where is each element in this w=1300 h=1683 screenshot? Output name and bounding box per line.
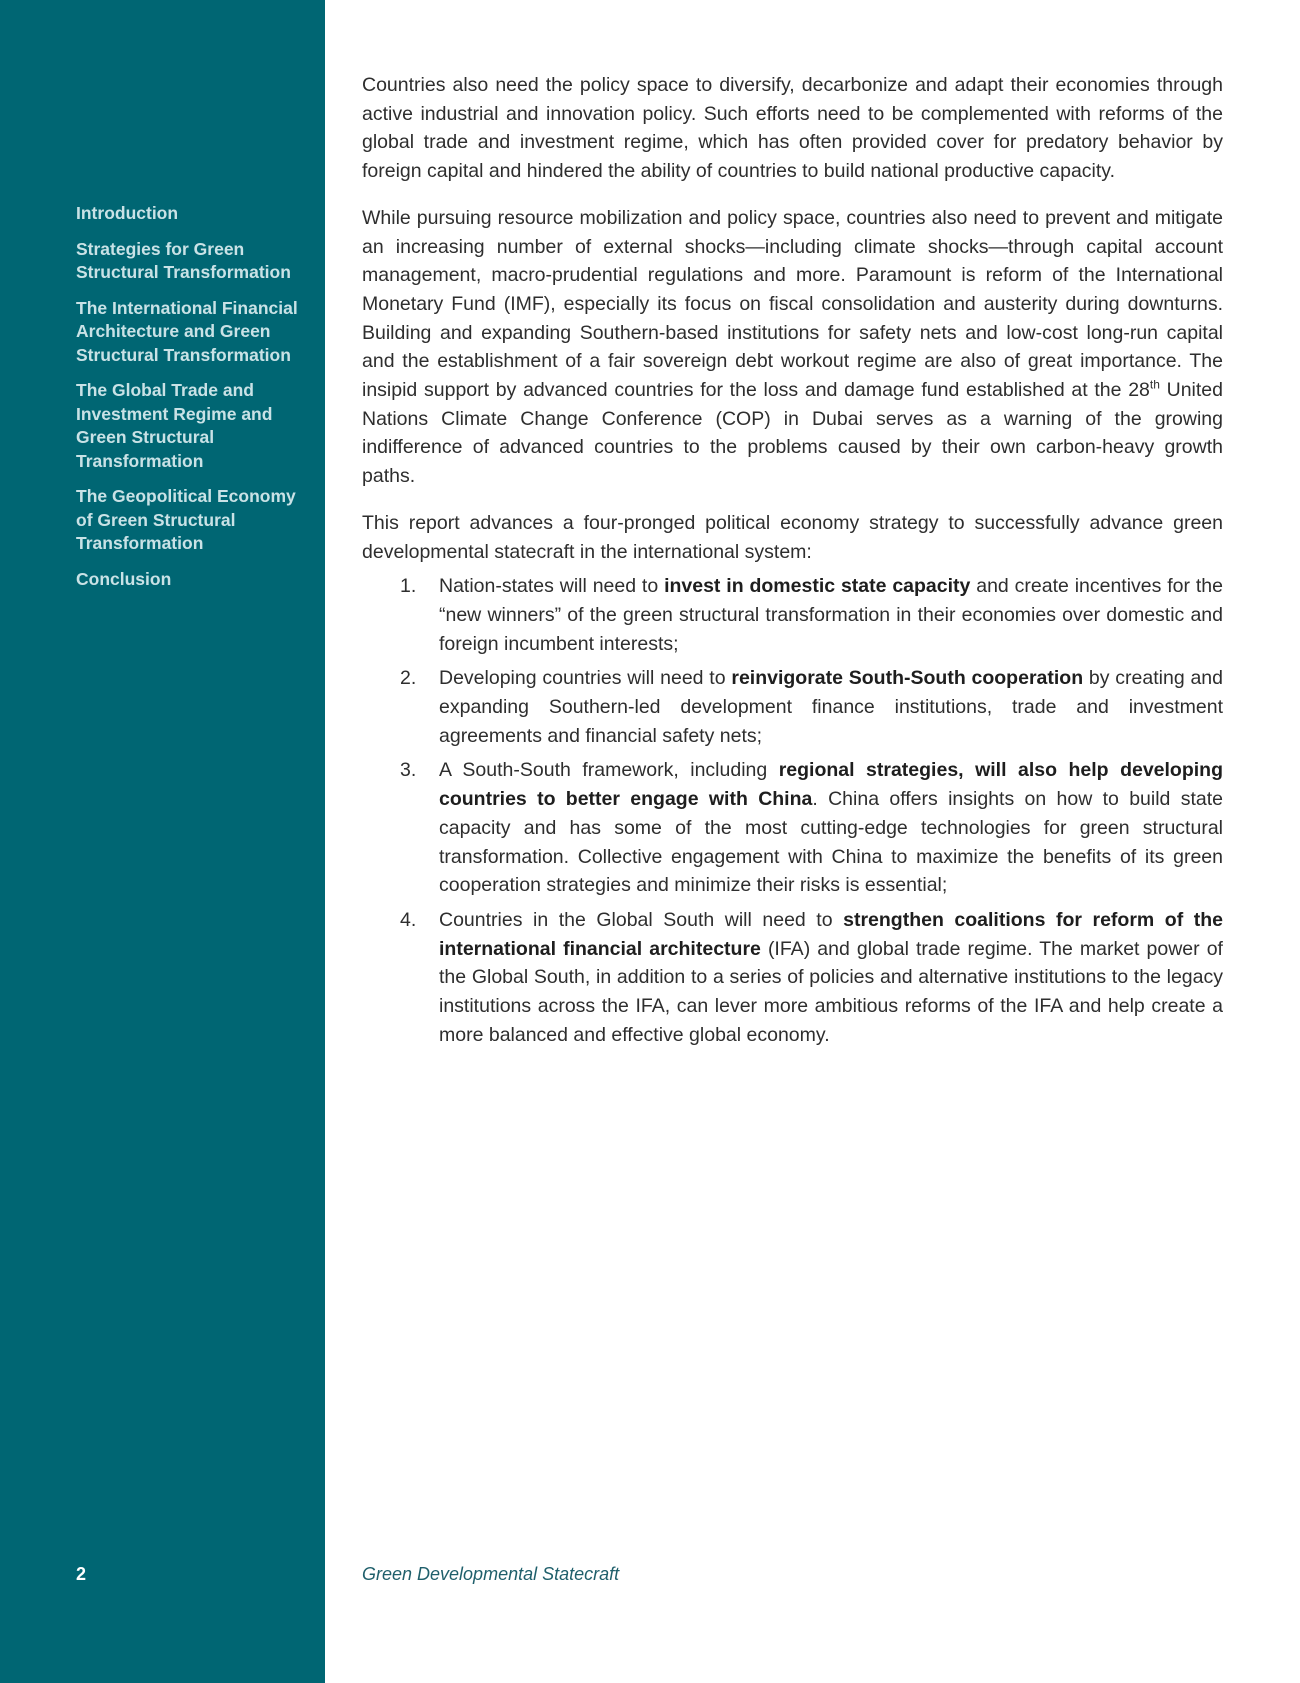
list-text: (IFA) and global trade regime. The market power of the Global South, in addition to a series of policies and alternative institutions to the legacy institutions across the IFA, can lever more ambitious reforms of the IFA and help create a more balanced and effective global economy. — [439, 937, 1223, 1046]
list-text: Nation-states will need to — [439, 575, 665, 598]
list-bold-text: reinvigorate South-South cooperation — [731, 667, 1084, 690]
superscript: th — [1149, 377, 1160, 392]
list-text: Countries in the Global South will need to — [439, 908, 844, 931]
paragraph-strategy-intro: This report advances a four-pronged political economy strategy to successfully advance green developmental statecraft in the international system: — [362, 511, 1223, 563]
paragraph-external-shocks — [362, 204, 1223, 491]
list-text: and create incentives for the “new winners” of the green structural transformation in their economies over domestic and foreign incumbent interests; — [439, 575, 1223, 655]
toc-item-conclusion[interactable]: Conclusion — [76, 568, 172, 589]
toc-item-trade-investment[interactable]: The Global Trade and Investment Regime and Green Structural Transformation — [76, 380, 273, 471]
toc-item-financial-architecture[interactable]: The International Financial Architecture and Green Structural Transformation — [76, 297, 298, 365]
list-text: by creating and expanding Southern-led development finance institutions, trade and investment agreements and financial safety nets; — [439, 667, 1223, 747]
strategy-list — [362, 572, 1223, 1049]
paragraph-policy-space: Countries also need the policy space to diversify, decarbonize and adapt their economies through active industrial and innovation policy. Such efforts need to be complemented with reforms of the global trade and investment regime, which has often provided cover for predatory behavior by foreign capital and hindered the ability of countries to build national productive capacity. — [362, 74, 1223, 183]
list-text: A South-South framework, including — [439, 759, 779, 782]
list-number: 2. — [400, 667, 417, 690]
list-bold-text: invest in domestic state capacity — [664, 575, 971, 598]
list-number: 1. — [400, 575, 417, 598]
list-text: Developing countries will need to — [439, 667, 732, 690]
toc-item-introduction[interactable]: Introduction — [76, 203, 179, 223]
list-number: 4. — [400, 908, 417, 931]
toc-item-geopolitical-economy[interactable]: The Geopolitical Economy of Green Structural Transformation — [76, 486, 296, 553]
list-number: 3. — [400, 759, 417, 782]
footer-document-title: Green Developmental Statecraft — [362, 1564, 620, 1584]
sidebar — [0, 0, 325, 1683]
list-bold-text: strengthen coalitions for reform of the international financial architecture — [439, 908, 1223, 960]
list-bold-text: regional strategies, will also help developing countries to better engage with China — [439, 759, 1223, 811]
paragraph-text-continued: United Nations Climate Change Conference (COP) in Dubai serves as a warning of the growing indifference of advanced countries to the problems caused by their own carbon-heavy growth paths. — [362, 379, 1223, 488]
list-text: . China offers insights on how to build state capacity and has some of the most cutting-edge technologies for green structural transformation. Collective engagement with China to maximize the benefits of its green cooperation strategies and minimize their risks is essential; — [439, 788, 1223, 897]
list-item — [362, 756, 1223, 900]
list-item — [362, 664, 1223, 750]
list-item — [362, 572, 1223, 658]
list-item — [362, 906, 1223, 1050]
table-of-contents — [76, 202, 316, 603]
page-number: 2 — [76, 1564, 87, 1584]
paragraph-text: While pursuing resource mobilization and policy space, countries also need to prevent and mitigate an increasing number of external shocks—including climate shocks—through capital account management, macro-prudential regulations and more. Paramount is reform of the International Monetary Fund (IMF), especially its focus on fiscal consolidation and austerity during downturns. Building and expanding Southern-based institutions for safety nets and low-cost long-run capital and the establishment of a fair sovereign debt workout regime are also of great importance. The insipid support by advanced countries for the loss and damage fund established at the 28 — [362, 206, 1223, 402]
toc-item-strategies[interactable]: Strategies for Green Structural Transformation — [76, 238, 291, 282]
main-content — [362, 71, 1223, 1056]
